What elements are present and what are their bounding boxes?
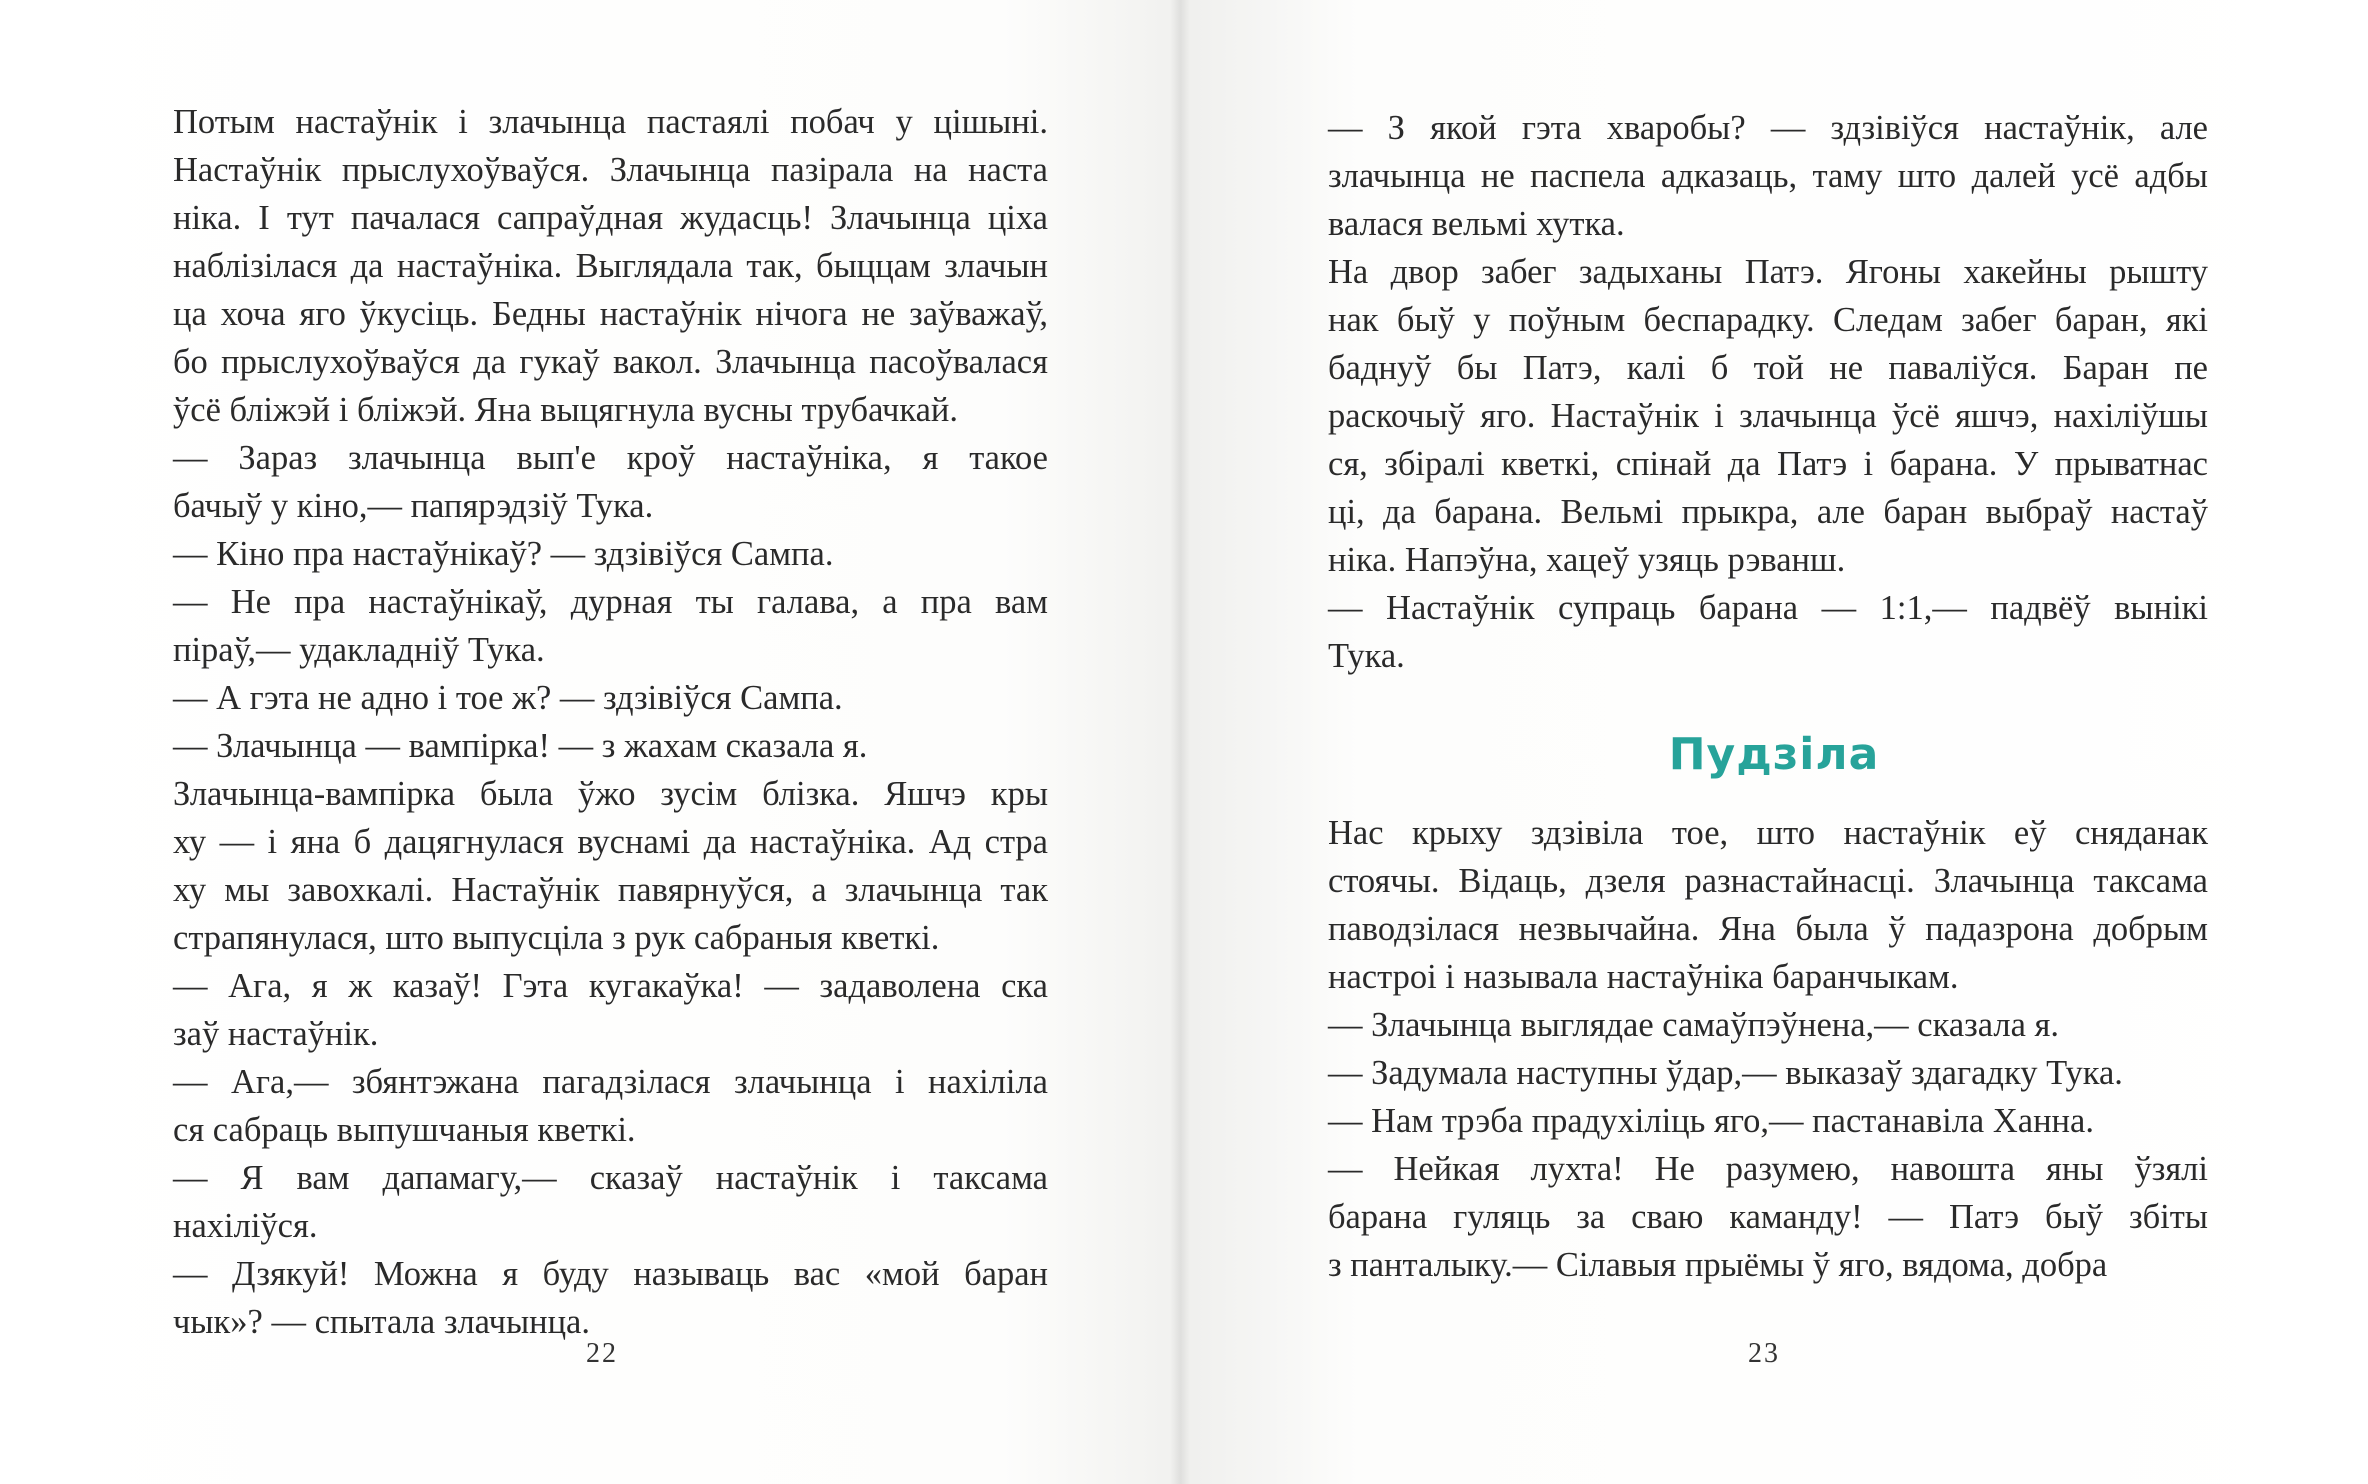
- text-line: нак быў у поўным беспарадку. Следам забег баран, які: [1328, 301, 2208, 339]
- page-number-right: 23: [1748, 1338, 1780, 1369]
- text-line: паводзілася незвычайна. Яна была ў падазрона добрым: [1328, 910, 2208, 948]
- text-line: піраў,— удакладніў Тука.: [173, 631, 545, 669]
- text-line: страпянулася, што выпусціла з рук сабраныя кветкі.: [173, 919, 940, 957]
- page-number-left: 22: [586, 1338, 618, 1369]
- text-line: настроі і называла настаўніка баранчыкам.: [1328, 958, 1959, 996]
- text-line: — Кіно пра настаўнікаў? — здзівіўся Сампа.: [173, 535, 834, 573]
- text-line: ся, збіралі кветкі, спінай да Патэ і барана. У прыватнас: [1328, 445, 2208, 483]
- left-page-text: [173, 98, 1048, 1346]
- text-line: — Злачынца выглядае самаўпэўнена,— сказала я.: [1328, 1006, 2060, 1044]
- text-line: — Ага,— збянтэжана пагадзілася злачынца і нахіліла: [173, 1063, 1048, 1101]
- text-line: ніка. І тут пачалася сапраўдная жудасць! Злачынца ціха: [173, 199, 1048, 237]
- text-line: злачынца не паспела адказаць, таму што далей усё адбы: [1328, 157, 2208, 195]
- chapter-heading: Пудзіла: [1668, 729, 1880, 780]
- text-line: — Дзякуй! Можна я буду называць вас «мой баран: [173, 1255, 1048, 1293]
- text-line: — А гэта не адно і тое ж? — здзівіўся Сампа.: [173, 679, 843, 717]
- text-line: ху мы завохкалі. Настаўнік павярнуўся, а злачынца так: [173, 871, 1048, 909]
- text-line: Тука.: [1328, 637, 1405, 675]
- text-line: бо прыслухоўваўся да гукаў вакол. Злачынца пасоўвалася: [173, 343, 1048, 381]
- text-line: — Я вам дапамагу,— сказаў настаўнік і таксама: [173, 1159, 1048, 1197]
- text-line: На двор забег задыханы Патэ. Ягоны хакейны рышту: [1328, 253, 2208, 291]
- text-line: — Нам трэба прадухіліць яго,— пастанавіла Ханна.: [1328, 1102, 2094, 1140]
- text-line: ніка. Напэўна, хацеў узяць рэванш.: [1328, 541, 1846, 579]
- text-line: Злачынца-вампірка была ўжо зусім блізка. Яшчэ кры: [173, 775, 1048, 813]
- text-line: — Нейкая лухта! Не разумею, навошта яны ўзялі: [1328, 1150, 2208, 1188]
- text-line: — Зараз злачынца вып'е кроў настаўніка, я такое: [173, 439, 1048, 477]
- text-line: — Задумала наступны ўдар,— выказаў здагадку Тука.: [1328, 1054, 2123, 1092]
- text-line: стоячы. Відаць, дзеля разнастайнасці. Злачынца таксама: [1328, 862, 2208, 900]
- text-line: ці, да барана. Вельмі прыкра, але баран выбраў настаў: [1328, 493, 2208, 531]
- right-page-text-top: [1328, 104, 2208, 680]
- text-line: — Не пра настаўнікаў, дурная ты галава, а пра вам: [173, 583, 1048, 621]
- text-line: Нас крыху здзівіла тое, што настаўнік еў сняданак: [1328, 814, 2208, 852]
- text-line: бачыў у кіно,— папярэдзіў Тука.: [173, 487, 654, 525]
- text-line: ся сабраць выпушчаныя кветкі.: [173, 1111, 636, 1149]
- text-line: ўсё бліжэй і бліжэй. Яна выцягнула вусны трубачкай.: [173, 391, 959, 429]
- text-line: — Настаўнік супраць барана — 1:1,— падвёў вынікі: [1328, 589, 2208, 627]
- text-line: заў настаўнік.: [173, 1015, 379, 1053]
- text-line: ху — і яна б дацягнулася вуснамі да настаўніка. Ад стра: [173, 823, 1048, 861]
- text-line: — З якой гэта хваробы? — здзівіўся настаўнік, але: [1328, 109, 2208, 147]
- text-line: ца хоча яго ўкусіць. Бедны настаўнік нічога не заўважаў,: [173, 295, 1048, 333]
- text-line: нахіліўся.: [173, 1207, 318, 1245]
- left-page: [0, 0, 1180, 1484]
- text-line: з панталыку.— Сілавыя прыёмы ў яго, вядома, добра: [1328, 1246, 2108, 1284]
- text-line: — Ага, я ж казаў! Гэта кугакаўка! — задаволена ска: [173, 967, 1048, 1005]
- text-line: барана гуляць за сваю каманду! — Патэ быў збіты: [1328, 1198, 2208, 1236]
- text-line: баднуў бы Патэ, калі б той не паваліўся. Баран пе: [1328, 349, 2208, 387]
- book-gutter: [1170, 0, 1190, 1484]
- text-line: Настаўнік прыслухоўваўся. Злачынца пазірала на наста: [173, 151, 1048, 189]
- text-line: наблізілася да настаўніка. Выглядала так, быццам злачын: [173, 247, 1048, 285]
- text-line: валася вельмі хутка.: [1328, 205, 1625, 243]
- right-page-text-bottom: [1328, 809, 2208, 1289]
- text-line: раскочыў яго. Настаўнік і злачынца ўсё яшчэ, нахіліўшы: [1328, 397, 2208, 435]
- text-line: чык»? — спытала злачынца.: [173, 1303, 590, 1341]
- text-line: Потым настаўнік і злачынца пастаялі побач у цішыні.: [173, 103, 1048, 141]
- right-page: [1180, 0, 2368, 1484]
- text-line: — Злачынца — вампірка! — з жахам сказала я.: [173, 727, 868, 765]
